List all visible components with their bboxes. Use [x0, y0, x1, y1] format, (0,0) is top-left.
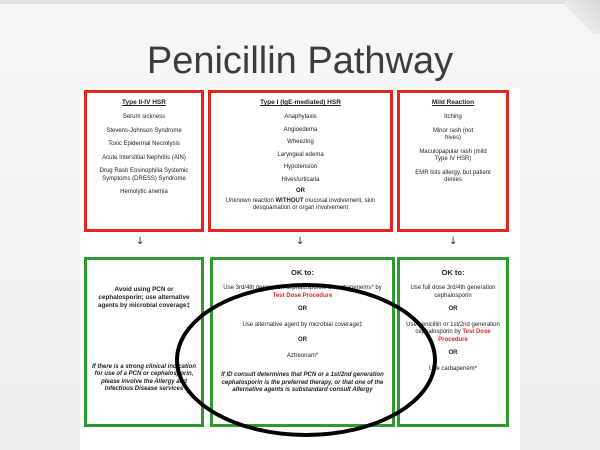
recommendation-option: Use carbapenem*	[428, 365, 478, 372]
down-arrow-icon: ↓	[449, 236, 458, 247]
option-text: Use 3rd/4th generation cephalosporins or carbapenems* by	[223, 285, 382, 292]
test-dose-link[interactable]: Test Dose Procedure	[272, 292, 333, 299]
reaction-item: Stevens-Johnson Syndrome	[106, 127, 182, 134]
note-text: mucosal involvement, skin desquamation or organ involvement	[252, 197, 376, 212]
note-text: Unknown reaction	[225, 197, 276, 204]
recommendation-option: Use full dose 3rd/4th generation cephalosporin	[410, 285, 496, 299]
reaction-item: Maculopapular rash (mild Type IV HSR)	[419, 148, 487, 163]
recommendation-footnote: If there is a strong clinical indication for use of a PCN or cephalosporin, please involve the Allergy and Infectious Disease services	[91, 363, 197, 393]
recommendation-box-type-i	[210, 257, 395, 427]
recommendation-option: Use alternative agent by microbial coverage‡	[242, 321, 363, 328]
recommendation-main: Avoid using PCN or cephalosporin; use alternative agents by microbial coverage‡	[97, 286, 191, 309]
reaction-item: Itching	[444, 114, 462, 121]
test-dose-link[interactable]: Test Dose Procedure	[438, 329, 491, 343]
or-label: OR	[448, 306, 458, 313]
reaction-box-type-ii-iv	[84, 90, 204, 232]
ok-label: OK to:	[291, 268, 314, 277]
ok-label: OK to:	[441, 268, 465, 277]
reaction-item: Serum sickness	[122, 114, 166, 121]
reaction-item: Toxic Epidermal Necrolysis	[108, 141, 180, 148]
recommendation-box-mild	[397, 257, 509, 427]
or-label: OR	[298, 337, 307, 344]
reaction-header: Type I (IgE-mediated) HSR	[260, 99, 341, 106]
reaction-header: Mild Reaction	[431, 99, 475, 106]
down-arrow-icon: ↓	[136, 236, 145, 247]
unknown-reaction-note	[211, 198, 390, 213]
reaction-item: Wheezing	[287, 139, 314, 146]
recommendation-option	[213, 285, 392, 300]
reaction-item: Hypotension	[283, 164, 318, 171]
reaction-box-mild	[397, 90, 509, 232]
recommendation-box-avoid	[84, 257, 204, 427]
reaction-item: EMR lists allergy, but patient denies	[415, 169, 491, 184]
slide-title: Penicillin Pathway	[146, 40, 454, 82]
option-text: Use penicillin or 1st/2nd generation cephalosporin by	[406, 321, 500, 336]
reaction-box-type-i	[208, 90, 393, 232]
down-arrow-icon: ↓	[296, 236, 305, 247]
recommendation-option: Aztreonam*	[286, 352, 319, 359]
or-label: OR	[296, 188, 305, 195]
reaction-item: Hemolytic anemia	[120, 189, 168, 196]
reaction-item: Anaphylaxis	[284, 114, 317, 121]
reaction-item: Laryngeal edema	[277, 151, 324, 158]
corner-fold	[566, 0, 600, 34]
reaction-header: Type II-IV HSR	[122, 99, 166, 106]
reaction-item: Hives/urticaria	[281, 176, 320, 183]
top-rule	[0, 0, 600, 4]
note-emphasis: WITHOUT	[275, 197, 304, 204]
or-label: OR	[298, 306, 307, 313]
or-label: OR	[448, 350, 458, 357]
reaction-item: Angioedema	[283, 126, 318, 133]
reaction-item: Minor rash (not hives)	[432, 127, 474, 142]
recommendation-footnote: If ID consult determines that PCN or a 1st/2nd generation cephalosporin is the preferred therapy, or that one of the alternative agents is substandard consult Allergy	[221, 372, 384, 394]
reaction-item: Acute Interstitial Nephritis (AIN)	[102, 154, 186, 161]
reaction-item: Drug Rash Eosinophilia Systemic Symptoms (DRESS) Syndrome	[99, 168, 189, 182]
recommendation-option	[400, 322, 506, 345]
